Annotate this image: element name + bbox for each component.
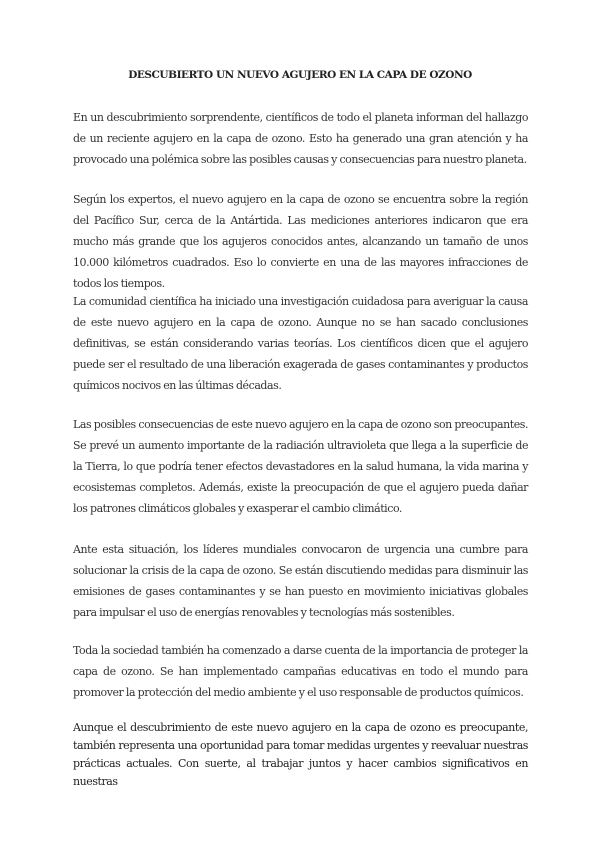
document-title: DESCUBIERTO UN NUEVO AGUJERO EN LA CAPA DE OZONO bbox=[128, 69, 472, 81]
paragraph-society: Toda la sociedad también ha comenzado a darse cuenta de la importancia de proteger la capa de ozono. Se han implementado campañas educativas en todo el mundo para promover la protección del medio ambiente y el uso responsable de productos químicos. bbox=[73, 644, 528, 699]
paragraph-location: Según los expertos, el nuevo agujero en la capa de ozono se encuentra sobre la región del Pacífico Sur, cerca de la Antártida. Las mediciones anteriores indicaron que era mucho más grande que los agujeros conocidos antes, alcanzando un tamaño de unos 10.000 kilómetros cuadrados. Eso lo convierte en una de las mayores infracciones de todos los tiempos. bbox=[73, 193, 528, 290]
paragraph-investigation: La comunidad científica ha iniciado una investigación cuidadosa para averiguar la causa de este nuevo agujero en la capa de ozono. Aunque no se han sacado conclusiones definitivas, se están considerando varias teorías. Los científicos dicen que el agujero puede ser el resultado de una liberación exagerada de gases contaminantes y productos químicos nocivos en las últimas décadas. bbox=[73, 295, 528, 392]
paragraph-world-leaders: Ante esta situación, los líderes mundiales convocaron de urgencia una cumbre para solucionar la crisis de la capa de ozono. Se están discutiendo medidas para disminuir las emisiones de gases contaminantes y se han puesto en movimiento iniciativas globales para impulsar el uso de energías renovables y tecnologías más sostenibles. bbox=[73, 543, 528, 619]
paragraph-consequences: Las posibles consecuencias de este nuevo agujero en la capa de ozono son preocupantes. Se prevé un aumento importante de la radiación ultravioleta que llega a la superficie de la Tierra, lo que podría tener efectos devastadores en la salud humana, la vida marina y ecosistemas completos. Además, existe la preocupación de que el agujero pueda dañar los patrones climáticos globales y exasperar el cambio climático. bbox=[73, 418, 528, 515]
paragraph-discovery: En un descubrimiento sorprendente, científicos de todo el planeta informan del hallazgo de un reciente agujero en la capa de ozono. Esto ha generado una gran atención y ha provocado una polémica sobre las posibles causas y consecuencias para nuestro planeta. bbox=[73, 111, 528, 166]
paragraph-conclusion: Aunque el descubrimiento de este nuevo agujero en la capa de ozono es preocupante, también representa una oportunidad para tomar medidas urgentes y reevaluar nuestras prácticas actuales. Con suerte, al trabajar juntos y hacer cambios significativos en nuestras bbox=[73, 721, 528, 788]
